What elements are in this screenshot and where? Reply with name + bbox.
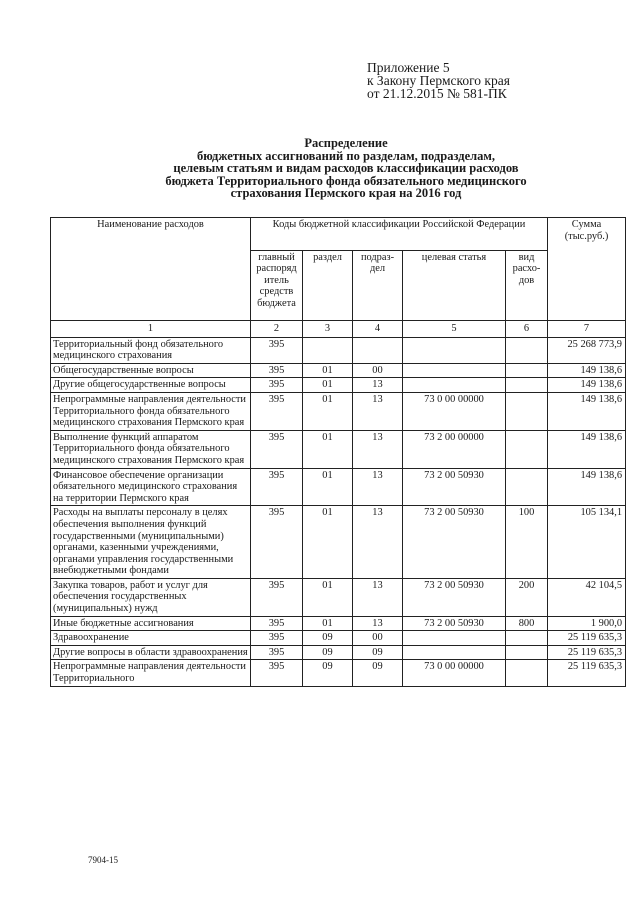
cell-name: Территориальный фонд обязательного медицинского страхования [51,337,251,363]
cell-name: Финансовое обеспечение организации обязательного медицинского страхования на территории Пермского края [51,468,251,506]
cell-sum: 25 119 635,3 [548,631,626,646]
cell-name: Иные бюджетные ассигнования [51,616,251,631]
col-number: 7 [548,321,626,338]
cell-name: Здравоохранение [51,631,251,646]
cell-section: 09 [303,645,353,660]
cell-subsection: 13 [353,392,403,430]
column-number-row [51,321,626,338]
cell-admin: 395 [251,616,303,631]
cell-kind [506,631,548,646]
cell-admin: 395 [251,631,303,646]
col-number: 6 [506,321,548,338]
cell-sum: 42 104,5 [548,578,626,616]
cell-target [403,378,506,393]
cell-section: 01 [303,506,353,579]
cell-target: 73 2 00 00000 [403,430,506,468]
cell-name: Расходы на выплаты персоналу в целях обеспечения выполнения функций государственными (муниципальными) органами, казенными учреждениями, органами управления государственными внебюджетными фондами [51,506,251,579]
cell-sum: 149 138,6 [548,363,626,378]
sub-section-header: раздел [303,250,353,320]
cell-kind [506,392,548,430]
col-sum-header: Сумма (тыс.руб.) [548,218,626,321]
col-number: 2 [251,321,303,338]
table-row [51,337,626,363]
cell-target: 73 2 00 50930 [403,468,506,506]
cell-kind: 100 [506,506,548,579]
cell-subsection: 00 [353,363,403,378]
table-row [51,660,626,686]
col-name-header: Наименование расходов [51,218,251,321]
cell-section: 01 [303,468,353,506]
footer-code: 7904-15 [88,855,118,865]
table-row [51,430,626,468]
cell-admin: 395 [251,578,303,616]
cell-subsection: 09 [353,660,403,686]
sub-target-header: целевая статья [403,250,506,320]
cell-kind: 200 [506,578,548,616]
cell-admin: 395 [251,430,303,468]
cell-name: Общегосударственные вопросы [51,363,251,378]
cell-kind [506,645,548,660]
appendix-line: к Закону Пермского края [367,73,510,88]
cell-section: 01 [303,616,353,631]
cell-admin: 395 [251,660,303,686]
col-number: 4 [353,321,403,338]
cell-target [403,363,506,378]
cell-target: 73 2 00 50930 [403,578,506,616]
cell-sum: 1 900,0 [548,616,626,631]
cell-kind [506,378,548,393]
title-line: бюджетных ассигнований по разделам, подразделам, [196,148,496,163]
col-number: 3 [303,321,353,338]
table-row [51,392,626,430]
budget-table [50,217,626,687]
col-number: 1 [51,321,251,338]
cell-target [403,645,506,660]
cell-sum: 149 138,6 [548,378,626,393]
cell-target [403,337,506,363]
cell-subsection: 13 [353,378,403,393]
cell-admin: 395 [251,363,303,378]
table-header-row [51,218,626,251]
cell-section: 01 [303,378,353,393]
table-row [51,645,626,660]
cell-admin: 395 [251,337,303,363]
col-number: 5 [403,321,506,338]
table-row [51,631,626,646]
table-row [51,468,626,506]
cell-name: Другие вопросы в области здравоохранения [51,645,251,660]
sub-kind-header: вид расхо-дов [506,250,548,320]
cell-name: Непрограммные направления деятельности Территориального фонда обязательного медицинского страхования Пермского края [51,392,251,430]
cell-sum: 25 119 635,3 [548,645,626,660]
title-line: целевым статьям и видам расходов классификации расходов [173,161,519,175]
cell-name: Непрограммные направления деятельности Территориального [51,660,251,686]
cell-sum: 25 268 773,9 [548,337,626,363]
cell-admin: 395 [251,378,303,393]
cell-subsection: 13 [353,616,403,631]
appendix-note [367,61,510,100]
cell-section: 09 [303,631,353,646]
cell-admin: 395 [251,506,303,579]
cell-name: Другие общегосударственные вопросы [51,378,251,393]
cell-section: 01 [303,392,353,430]
cell-sum: 149 138,6 [548,392,626,430]
cell-section [303,337,353,363]
cell-target: 73 2 00 50930 [403,506,506,579]
appendix-line: Приложение 5 [367,60,450,75]
cell-subsection: 13 [353,506,403,579]
appendix-line: от 21.12.2015 № 581-ПК [367,86,507,101]
cell-kind [506,660,548,686]
cell-subsection [353,337,403,363]
cell-subsection: 13 [353,468,403,506]
cell-admin: 395 [251,392,303,430]
sub-subsection-header: подраз-дел [353,250,403,320]
table-row [51,506,626,579]
table-row [51,363,626,378]
col-codes-header: Коды бюджетной классификации Российской Федерации [251,218,548,251]
title-line: Распределение [304,136,388,150]
cell-sum: 149 138,6 [548,430,626,468]
cell-section: 09 [303,660,353,686]
document-title [100,137,592,200]
table-row [51,378,626,393]
cell-target [403,631,506,646]
cell-kind [506,363,548,378]
cell-sum: 105 134,1 [548,506,626,579]
cell-target: 73 2 00 50930 [403,616,506,631]
cell-target: 73 0 00 00000 [403,392,506,430]
title-line: бюджета Территориального фонда обязательного медицинского [165,173,527,188]
cell-sum: 25 119 635,3 [548,660,626,686]
cell-subsection: 13 [353,578,403,616]
cell-sum: 149 138,6 [548,468,626,506]
cell-admin: 395 [251,468,303,506]
cell-admin: 395 [251,645,303,660]
cell-kind [506,468,548,506]
cell-kind [506,430,548,468]
cell-section: 01 [303,363,353,378]
cell-name: Выполнение функций аппаратом Территориального фонда обязательного медицинского страхования Пермского края [51,430,251,468]
cell-subsection: 13 [353,430,403,468]
cell-target: 73 0 00 00000 [403,660,506,686]
cell-subsection: 09 [353,645,403,660]
cell-kind [506,337,548,363]
table-row [51,578,626,616]
cell-name: Закупка товаров, работ и услуг для обеспечения государственных (муниципальных) нужд [51,578,251,616]
title-line: страхования Пермского края на 2016 год [230,186,462,200]
cell-section: 01 [303,578,353,616]
cell-section: 01 [303,430,353,468]
sub-admin-header: главный распоряд итель средств бюджета [251,250,303,320]
cell-subsection: 00 [353,631,403,646]
cell-kind: 800 [506,616,548,631]
table-row [51,616,626,631]
